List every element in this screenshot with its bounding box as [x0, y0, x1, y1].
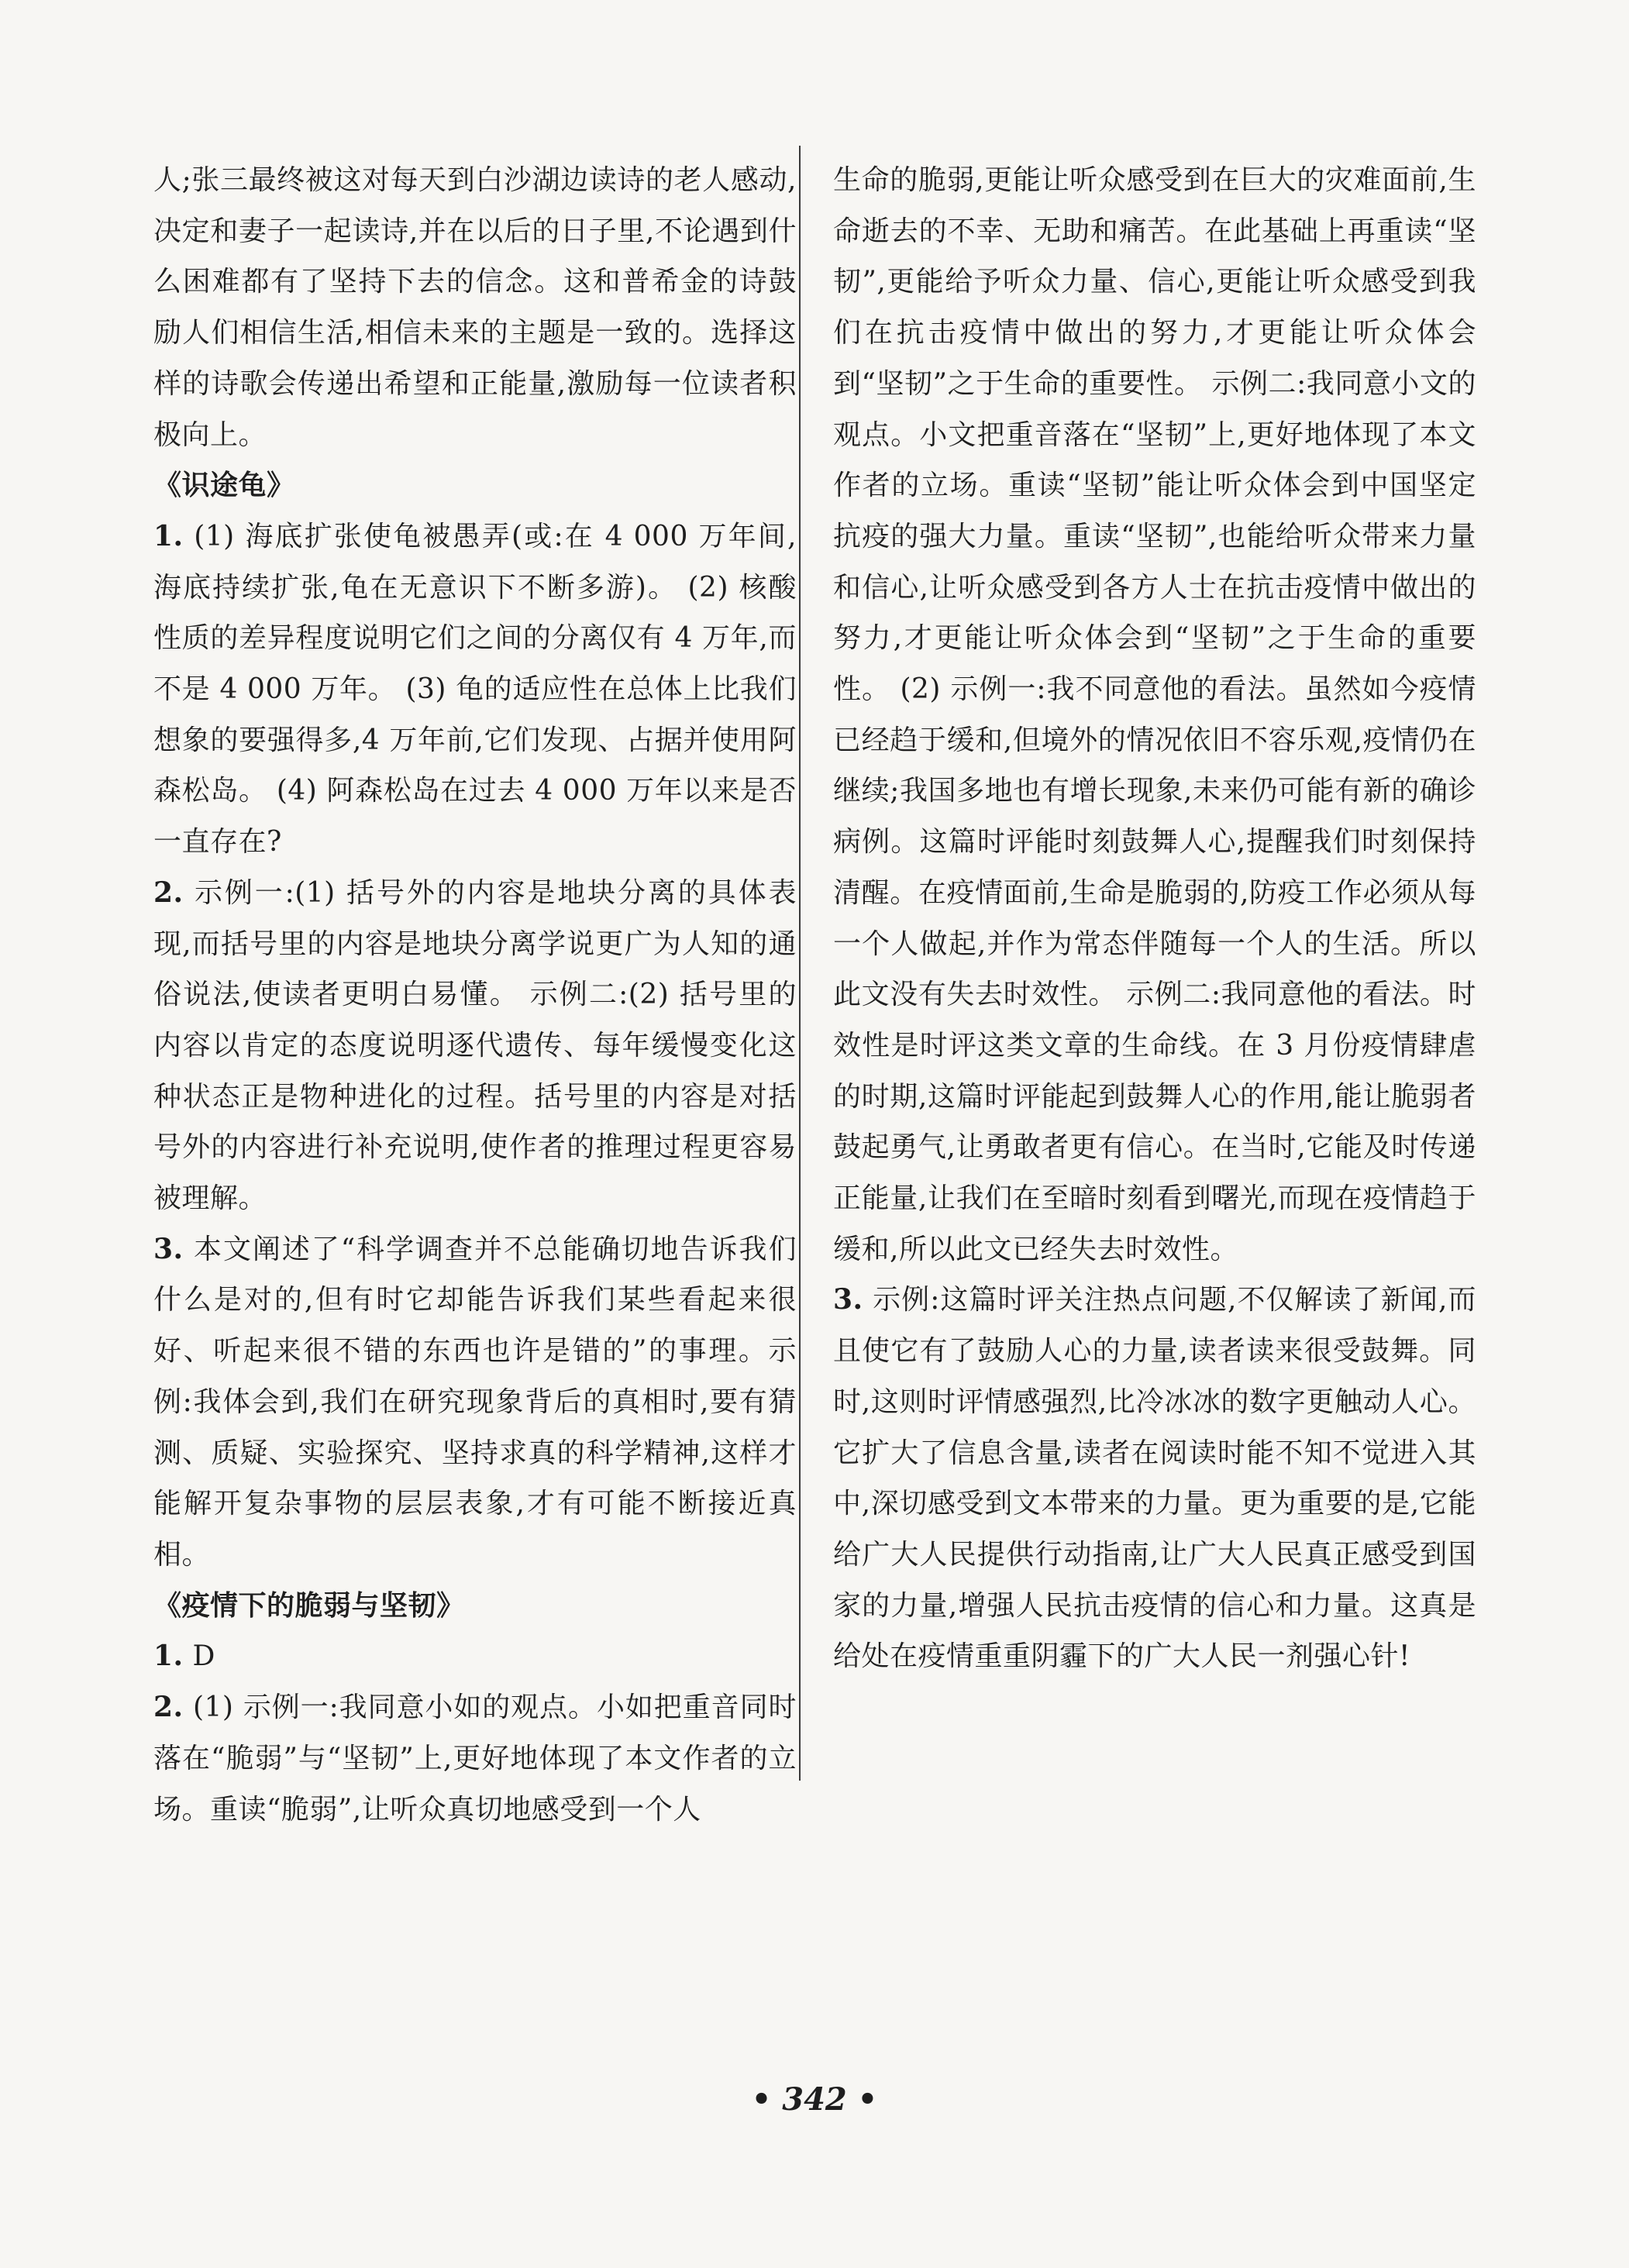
section-title-shitugui: 《识途龟》: [153, 469, 295, 502]
answer-number: 1.: [153, 519, 184, 552]
answer-text: (1) 海底扩张使龟被愚弄(或:在 4 000 万年间,海底持续扩张,龟在无意识下不断多游)。 (2) 核酸性质的差异程度说明它们之间的分离仅有 4 万年,而不是 4 000 万年。 (3) 龟的适应性在总体上比我们想象的要强得多,4 万年前,它们发现、占据并使用阿森松岛。 (4) 阿森松岛在过去 4 000 万年以来是否一直存在?: [153, 520, 797, 859]
answer-item: [153, 1682, 797, 1835]
answer-text: D: [192, 1640, 215, 1673]
column-divider: [799, 146, 801, 1781]
section-title-yiqing: 《疫情下的脆弱与坚韧》: [153, 1588, 465, 1622]
answer-item: [153, 1224, 797, 1581]
answer-number: 3.: [153, 1232, 184, 1265]
answer-number: 1.: [153, 1640, 184, 1673]
answer-number: 2.: [153, 876, 184, 909]
answer-text: (1) 示例一:我同意小如的观点。小如把重音同时落在“脆弱”与“坚韧”上,更好地体现了本文作者的立场。重读“脆弱”,让听众真切地感受到一个人: [153, 1692, 797, 1826]
answer-item: [153, 1631, 797, 1682]
continued-answer: 生命的脆弱,更能让听众感受到在巨大的灾难面前,生命逝去的不幸、无助和痛苦。在此基础上再重读“坚韧”,更能给予听众力量、信心,更能让听众感受到我们在抗击疫情中做出的努力,才更能让听众体会到“坚韧”之于生命的重要性。 示例二:我同意小文的观点。小文把重音落在“坚韧”上,更好地体现了本文作者的立场。重读“坚韧”能让听众体会到中国坚定抗疫的强大力量。重读“坚韧”,也能给听众带来力量和信心,让听众感受到各方人士在抗击疫情中做出的努力,才更能让听众体会到“坚韧”之于生命的重要性。 (2) 示例一:我不同意他的看法。虽然如今疫情已经趋于缓和,但境外的情况依旧不容乐观,疫情仍在继续;我国多地也有增长现象,未来仍可能有新的确诊病例。这篇时评能时刻鼓舞人心,提醒我们时刻保持清醒。在疫情面前,生命是脆弱的,防疫工作必须从每一个人做起,并作为常态伴随每一个人的生活。所以此文没有失去时效性。 示例二:我同意他的看法。时效性是时评这类文章的生命线。在 3 月份疫情肆虐的时期,这篇时评能起到鼓舞人心的作用,能让脆弱者鼓起勇气,让勇敢者更有信心。在当时,它能及时传递正能量,让我们在至暗时刻看到曙光,而现在疫情趋于缓和,所以此文已经失去时效性。: [833, 164, 1476, 1265]
answer-text: 示例一:(1) 括号外的内容是地块分离的具体表现,而括号里的内容是地块分离学说更广为人知的通俗说法,使读者更明白易懂。 示例二:(2) 括号里的内容以肯定的态度说明逐代遗传、每年缓慢变化这种状态正是物种进化的过程。括号里的内容是对括号外的内容进行补充说明,使作者的推理过程更容易被理解。: [153, 876, 797, 1215]
intro-paragraph: 人;张三最终被这对每天到白沙湖边读诗的老人感动,决定和妻子一起读诗,并在以后的日子里,不论遇到什么困难都有了坚持下去的信念。这和普希金的诗鼓励人们相信生活,相信未来的主题是一致的。选择这样的诗歌会传递出希望和正能量,激励每一位读者积极向上。: [153, 164, 797, 451]
answer-item: [153, 511, 797, 868]
answer-number: 3.: [833, 1283, 863, 1316]
left-column: [153, 155, 797, 1835]
answer-text: 示例:这篇时评关注热点问题,不仅解读了新闻,而且使它有了鼓励人心的力量,读者读来很受鼓舞。同时,这则时评情感强烈,比冷冰冰的数字更触动人心。它扩大了信息含量,读者在阅读时能不知不觉进入其中,深切感受到文本带来的力量。更为重要的是,它能给广大人民提供行动指南,让广大人民真正感受到国家的力量,增强人民抗击疫情的信心和力量。这真是给处在疫情重重阴霾下的广大人民一剂强心针!: [833, 1284, 1476, 1673]
page-number: • 342 •: [751, 2081, 878, 2118]
answer-item: [153, 868, 797, 1224]
answer-text: 本文阐述了“科学调查并不总能确切地告诉我们什么是对的,但有时它却能告诉我们某些看起来很好、听起来很不错的东西也许是错的”的事理。示例:我体会到,我们在研究现象背后的真相时,要有猜测、质疑、实验探究、坚持求真的科学精神,这样才能解开复杂事物的层层表象,才有可能不断接近真相。: [153, 1233, 797, 1571]
right-column: [833, 155, 1476, 1682]
answer-item: [833, 1275, 1476, 1682]
answer-number: 2.: [153, 1691, 184, 1724]
